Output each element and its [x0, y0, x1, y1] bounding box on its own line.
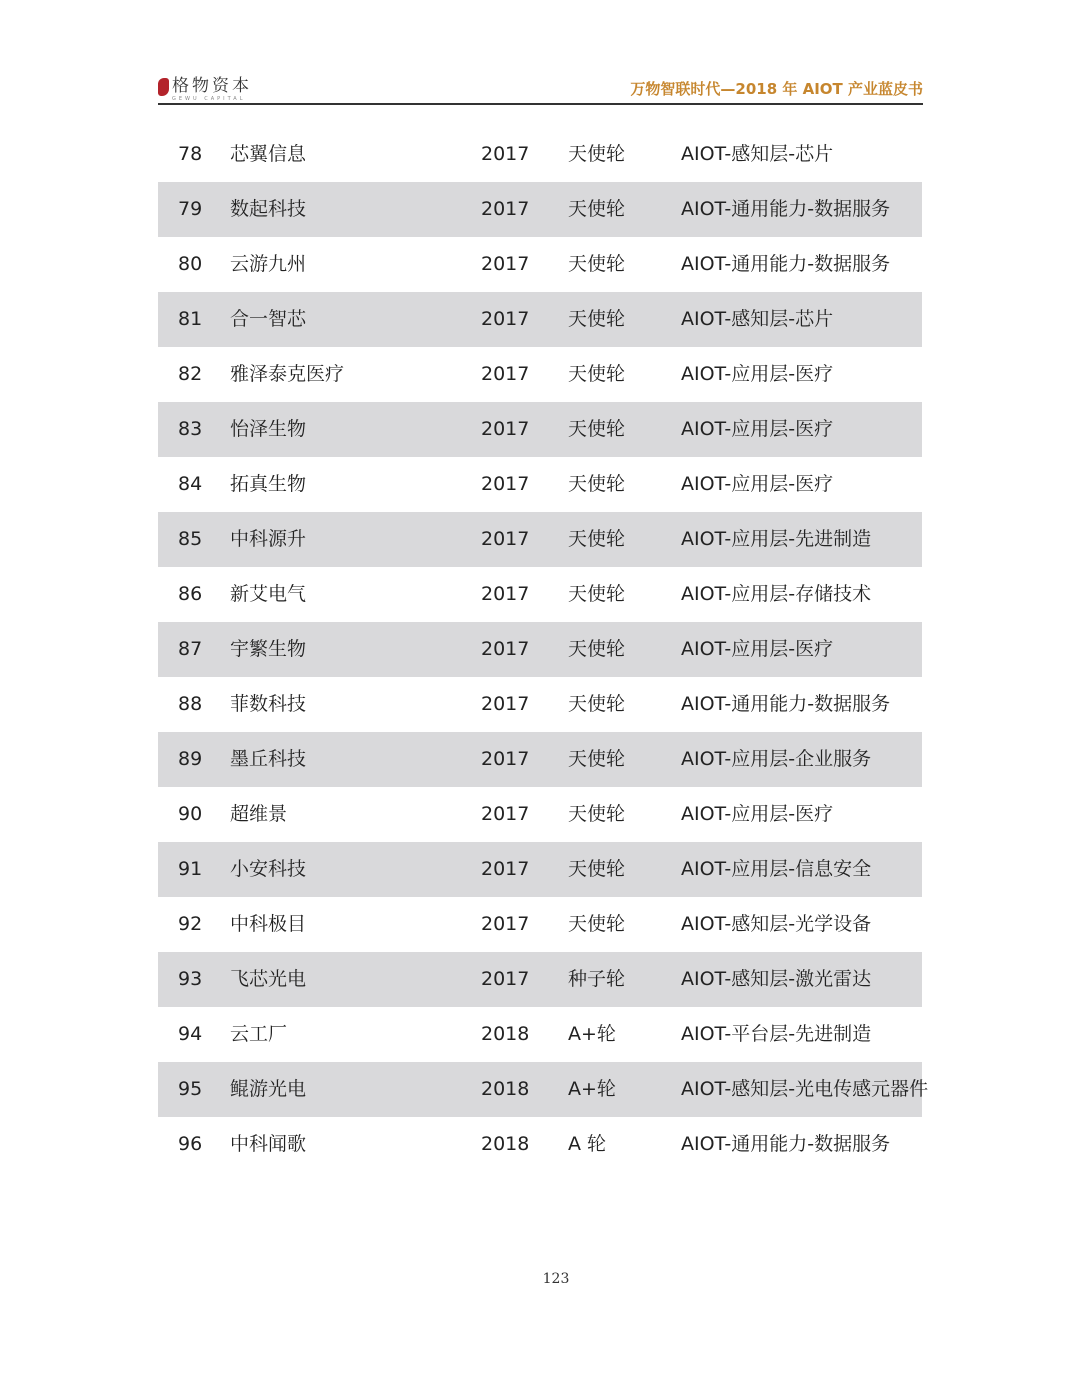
table-row — [158, 1117, 922, 1172]
row-number: 93 — [178, 968, 203, 990]
funding-round: A 轮 — [568, 1133, 607, 1155]
row-number: 79 — [178, 198, 203, 220]
funding-round: 天使轮 — [568, 803, 626, 825]
investment-table — [158, 127, 929, 1172]
row-number: 94 — [178, 1023, 203, 1045]
category: AIOT-感知层-芯片 — [681, 143, 834, 165]
company-name: 墨丘科技 — [230, 748, 307, 770]
row-number: 88 — [178, 693, 203, 715]
funding-round: 天使轮 — [568, 198, 626, 220]
company-name: 鲲游光电 — [230, 1078, 307, 1100]
table-row — [158, 182, 922, 237]
year: 2017 — [481, 528, 530, 550]
year: 2017 — [481, 363, 530, 385]
year: 2017 — [481, 913, 530, 935]
row-number: 86 — [178, 583, 203, 605]
table-row — [158, 347, 922, 402]
category: AIOT-应用层-医疗 — [681, 418, 834, 440]
company-name: 中科极目 — [230, 913, 307, 935]
category: AIOT-感知层-光学设备 — [681, 913, 872, 935]
company-name: 云工厂 — [230, 1023, 288, 1045]
company-name: 怡泽生物 — [230, 418, 307, 440]
year: 2018 — [481, 1078, 530, 1100]
category: AIOT-通用能力-数据服务 — [681, 253, 891, 275]
category: AIOT-应用层-医疗 — [681, 803, 834, 825]
year: 2018 — [481, 1133, 530, 1155]
company-name: 新艾电气 — [230, 583, 307, 605]
row-number: 80 — [178, 253, 203, 275]
funding-round: 天使轮 — [568, 143, 626, 165]
table-row — [158, 952, 922, 1007]
year: 2017 — [481, 583, 530, 605]
table-row — [158, 567, 922, 622]
company-name: 菲数科技 — [230, 693, 307, 715]
category: AIOT-通用能力-数据服务 — [681, 693, 891, 715]
year: 2017 — [481, 198, 530, 220]
company-name: 中科闻歌 — [230, 1133, 307, 1155]
company-name: 宇繁生物 — [230, 638, 307, 660]
year: 2017 — [481, 143, 530, 165]
row-number: 96 — [178, 1133, 203, 1155]
page-number: 123 — [542, 1271, 570, 1287]
table-row — [158, 292, 922, 347]
seal-icon — [158, 78, 169, 96]
year: 2017 — [481, 308, 530, 330]
category: AIOT-应用层-医疗 — [681, 638, 834, 660]
table-row — [158, 1007, 922, 1062]
funding-round: 天使轮 — [568, 748, 626, 770]
table-row — [158, 732, 922, 787]
logo-name: 格物资本 — [172, 76, 252, 96]
year: 2017 — [481, 968, 530, 990]
company-name: 拓真生物 — [230, 473, 307, 495]
category: AIOT-平台层-先进制造 — [681, 1023, 872, 1045]
logo-subtitle: GEWU CAPITAL — [172, 96, 246, 102]
year: 2017 — [481, 473, 530, 495]
row-number: 91 — [178, 858, 203, 880]
funding-round: 天使轮 — [568, 473, 626, 495]
funding-round: A+轮 — [568, 1023, 616, 1045]
table-row — [158, 1062, 929, 1117]
funding-round: 天使轮 — [568, 913, 626, 935]
category: AIOT-感知层-芯片 — [681, 308, 834, 330]
table-row — [158, 677, 922, 732]
row-number: 78 — [178, 143, 203, 165]
category: AIOT-应用层-先进制造 — [681, 528, 872, 550]
year: 2017 — [481, 803, 530, 825]
header-divider — [158, 103, 923, 105]
funding-round: 天使轮 — [568, 418, 626, 440]
funding-round: 天使轮 — [568, 858, 626, 880]
company-name: 数起科技 — [230, 198, 307, 220]
company-name: 芯翼信息 — [230, 143, 307, 165]
funding-round: 天使轮 — [568, 693, 626, 715]
row-number: 92 — [178, 913, 203, 935]
company-name: 合一智芯 — [230, 308, 307, 330]
table-row — [158, 897, 922, 952]
funding-round: A+轮 — [568, 1078, 616, 1100]
category: AIOT-感知层-光电传感元器件 — [681, 1078, 929, 1100]
table-row — [158, 402, 922, 457]
row-number: 84 — [178, 473, 203, 495]
document-title: 万物智联时代—2018 年 AIOT 产业蓝皮书 — [630, 80, 923, 98]
table-row — [158, 237, 922, 292]
company-name: 云游九州 — [230, 253, 307, 275]
table-row — [158, 512, 922, 567]
category: AIOT-应用层-存储技术 — [681, 583, 872, 605]
row-number: 90 — [178, 803, 203, 825]
funding-round: 天使轮 — [568, 363, 626, 385]
row-number: 81 — [178, 308, 203, 330]
company-logo — [158, 76, 252, 104]
category: AIOT-感知层-激光雷达 — [681, 968, 872, 990]
page-header — [158, 72, 923, 104]
year: 2018 — [481, 1023, 530, 1045]
table-row — [158, 787, 922, 842]
row-number: 82 — [178, 363, 203, 385]
company-name: 小安科技 — [230, 858, 307, 880]
logo-text — [172, 76, 252, 103]
row-number: 87 — [178, 638, 203, 660]
company-name: 中科源升 — [230, 528, 307, 550]
year: 2017 — [481, 693, 530, 715]
category: AIOT-应用层-医疗 — [681, 473, 834, 495]
category: AIOT-应用层-企业服务 — [681, 748, 872, 770]
table-row — [158, 842, 922, 897]
year: 2017 — [481, 858, 530, 880]
funding-round: 天使轮 — [568, 583, 626, 605]
category: AIOT-应用层-医疗 — [681, 363, 834, 385]
row-number: 89 — [178, 748, 203, 770]
funding-round: 种子轮 — [568, 968, 626, 990]
funding-round: 天使轮 — [568, 638, 626, 660]
year: 2017 — [481, 748, 530, 770]
funding-round: 天使轮 — [568, 308, 626, 330]
category: AIOT-通用能力-数据服务 — [681, 1133, 891, 1155]
year: 2017 — [481, 638, 530, 660]
table-row — [158, 622, 922, 677]
company-name: 雅泽泰克医疗 — [230, 363, 345, 385]
row-number: 95 — [178, 1078, 203, 1100]
row-number: 83 — [178, 418, 203, 440]
table-row — [158, 457, 922, 512]
company-name: 飞芯光电 — [230, 968, 307, 990]
table-row — [158, 127, 922, 182]
funding-round: 天使轮 — [568, 528, 626, 550]
row-number: 85 — [178, 528, 203, 550]
category: AIOT-应用层-信息安全 — [681, 858, 872, 880]
funding-round: 天使轮 — [568, 253, 626, 275]
year: 2017 — [481, 418, 530, 440]
company-name: 超维景 — [230, 803, 288, 825]
year: 2017 — [481, 253, 530, 275]
category: AIOT-通用能力-数据服务 — [681, 198, 891, 220]
